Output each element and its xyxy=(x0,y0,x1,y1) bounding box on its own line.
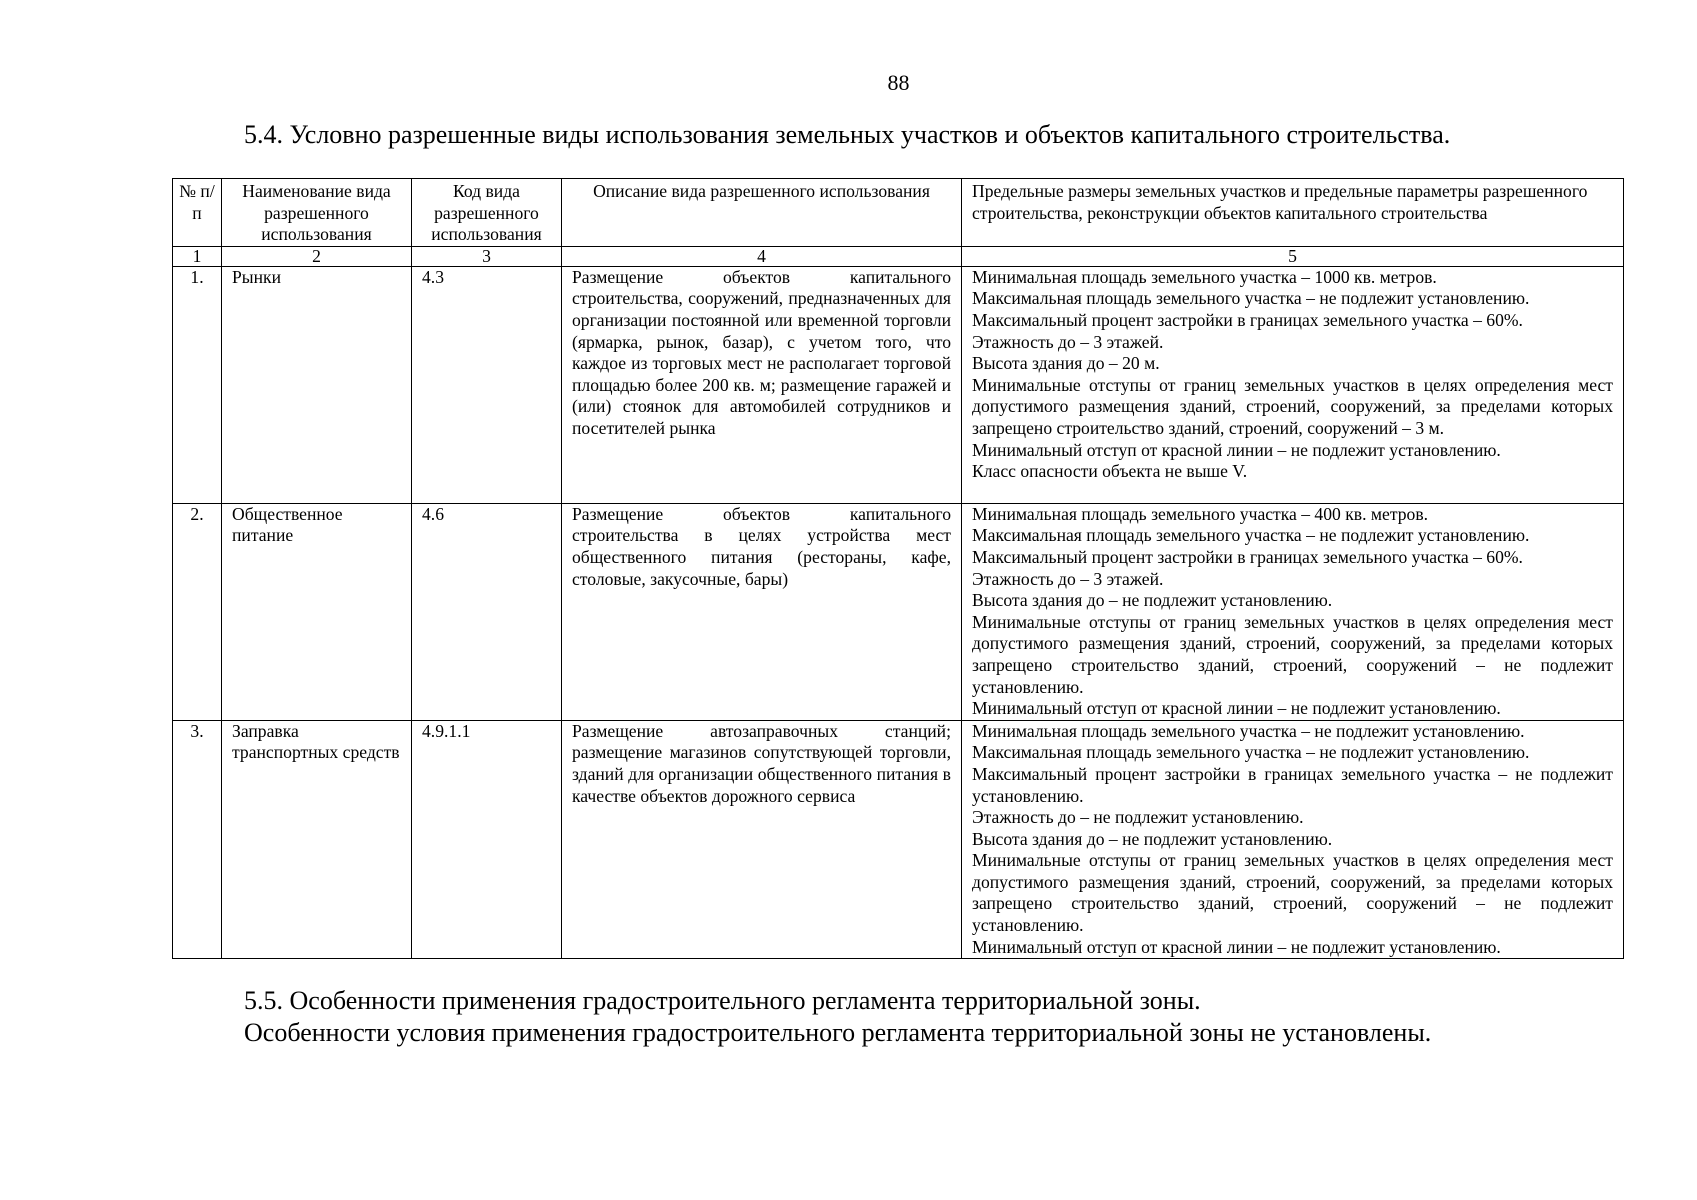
header-parameters: Предельные размеры земельных участков и предельные параметры разрешенного строительства, реконструкции объектов капитального строительства xyxy=(962,179,1624,247)
row-code: 4.9.1.1 xyxy=(412,720,562,959)
row-number: 2. xyxy=(173,503,222,720)
header-description: Описание вида разрешенного использования xyxy=(562,179,962,247)
parameter-line: Минимальная площадь земельного участка – 1000 кв. метров. xyxy=(972,266,1437,287)
parameter-line: Класс опасности объекта не выше V. xyxy=(972,461,1248,482)
parameter-line: Высота здания до – не подлежит установлению. xyxy=(972,828,1333,849)
row-parameters xyxy=(962,266,1624,503)
row-name: Рынки xyxy=(222,266,412,503)
row-description: Размещение объектов капитального строительства, сооружений, предназначенных для организации постоянной или временной торговли (ярмарка, рынок, базар), с учетом того, что каждое из торговых мест не располагает торговой площадью более 200 кв. м; размещение гаражей и (или) стоянок для автомобилей сотрудников и посетителей рынка xyxy=(562,266,962,503)
row-description: Размещение автозаправочных станций; размещение магазинов сопутствующей торговли, зданий для организации общественного питания в качестве объектов дорожного сервиса xyxy=(562,720,962,959)
column-number: 4 xyxy=(562,246,962,266)
parameter-line: Минимальная площадь земельного участка – 400 кв. метров. xyxy=(972,503,1429,524)
row-parameters xyxy=(962,720,1624,959)
row-name: Заправка транспортных средств xyxy=(222,720,412,959)
column-number: 2 xyxy=(222,246,412,266)
row-code: 4.6 xyxy=(412,503,562,720)
header-number: № п/п xyxy=(173,179,222,247)
table-row xyxy=(173,503,1624,720)
section-5-5 xyxy=(244,985,1431,1049)
parameter-line: Минимальные отступы от границ земельных участков в целях определения мест допустимого размещения зданий, строений, сооружений, за пределами которых запрещено строительство зданий, строений, сооружений – 3 м. xyxy=(972,374,1613,438)
parameter-line: Минимальные отступы от границ земельных участков в целях определения мест допустимого размещения зданий, строений, сооружений, за пределами которых запрещено строительство зданий, строений, сооружений – не подлежит установлению. xyxy=(972,611,1613,697)
header-code: Код вида разрешенного использования xyxy=(412,179,562,247)
parameter-line: Минимальный отступ от красной линии – не подлежит установлению. xyxy=(972,439,1501,460)
section-title: 5.4. Условно разрешенные виды использования земельных участков и объектов капитального строительства. xyxy=(244,120,1451,149)
parameter-line: Высота здания до – 20 м. xyxy=(972,353,1160,374)
parameter-line: Высота здания до – не подлежит установлению. xyxy=(972,590,1333,611)
parameter-line: Этажность до – 3 этажей. xyxy=(972,331,1164,352)
column-number: 3 xyxy=(412,246,562,266)
section-5-5-title: 5.5. Особенности применения градостроительного регламента территориальной зоны. xyxy=(244,986,1201,1015)
page-number: 88 xyxy=(887,70,910,95)
row-description: Размещение объектов капитального строительства в целях устройства мест общественного питания (рестораны, кафе, столовые, закусочные, бары) xyxy=(562,503,962,720)
parameter-line: Минимальный отступ от красной линии – не подлежит установлению. xyxy=(972,936,1501,957)
row-number: 3. xyxy=(173,720,222,959)
parameter-line: Максимальная площадь земельного участка – не подлежит установлению. xyxy=(972,525,1530,546)
row-code: 4.3 xyxy=(412,266,562,503)
column-number-row xyxy=(173,246,1624,266)
section-5-5-text: Особенности условия применения градостроительного регламента территориальной зоны не установлены. xyxy=(244,1018,1432,1047)
parameter-line: Минимальный отступ от красной линии – не подлежит установлению. xyxy=(972,698,1501,719)
parameter-line: Минимальные отступы от границ земельных участков в целях определения мест допустимого размещения зданий, строений, сооружений, за пределами которых запрещено строительство зданий, строений, сооружений – не подлежит установлению. xyxy=(972,850,1613,936)
row-parameters xyxy=(962,503,1624,720)
parameter-line: Максимальная площадь земельного участка – не подлежит установлению. xyxy=(972,288,1530,309)
header-name: Наименование вида разрешенного использования xyxy=(222,179,412,247)
table-row xyxy=(173,266,1624,503)
parameter-line: Этажность до – не подлежит установлению. xyxy=(972,807,1304,828)
parameter-line: Максимальная площадь земельного участка – не подлежит установлению. xyxy=(972,742,1530,763)
table-row xyxy=(173,720,1624,959)
table-header-row xyxy=(173,179,1624,247)
parameter-line: Минимальная площадь земельного участка – не подлежит установлению. xyxy=(972,720,1525,741)
row-number: 1. xyxy=(173,266,222,503)
parameter-line: Этажность до – 3 этажей. xyxy=(972,568,1164,589)
parameter-line: Максимальный процент застройки в границах земельного участка – 60%. xyxy=(972,546,1523,567)
parameter-line: Максимальный процент застройки в границах земельного участка – не подлежит установлению. xyxy=(972,763,1613,806)
land-use-table xyxy=(172,178,1624,959)
row-name: Общественное питание xyxy=(222,503,412,720)
parameter-line: Максимальный процент застройки в границах земельного участка – 60%. xyxy=(972,309,1523,330)
column-number: 1 xyxy=(173,246,222,266)
column-number: 5 xyxy=(962,246,1624,266)
